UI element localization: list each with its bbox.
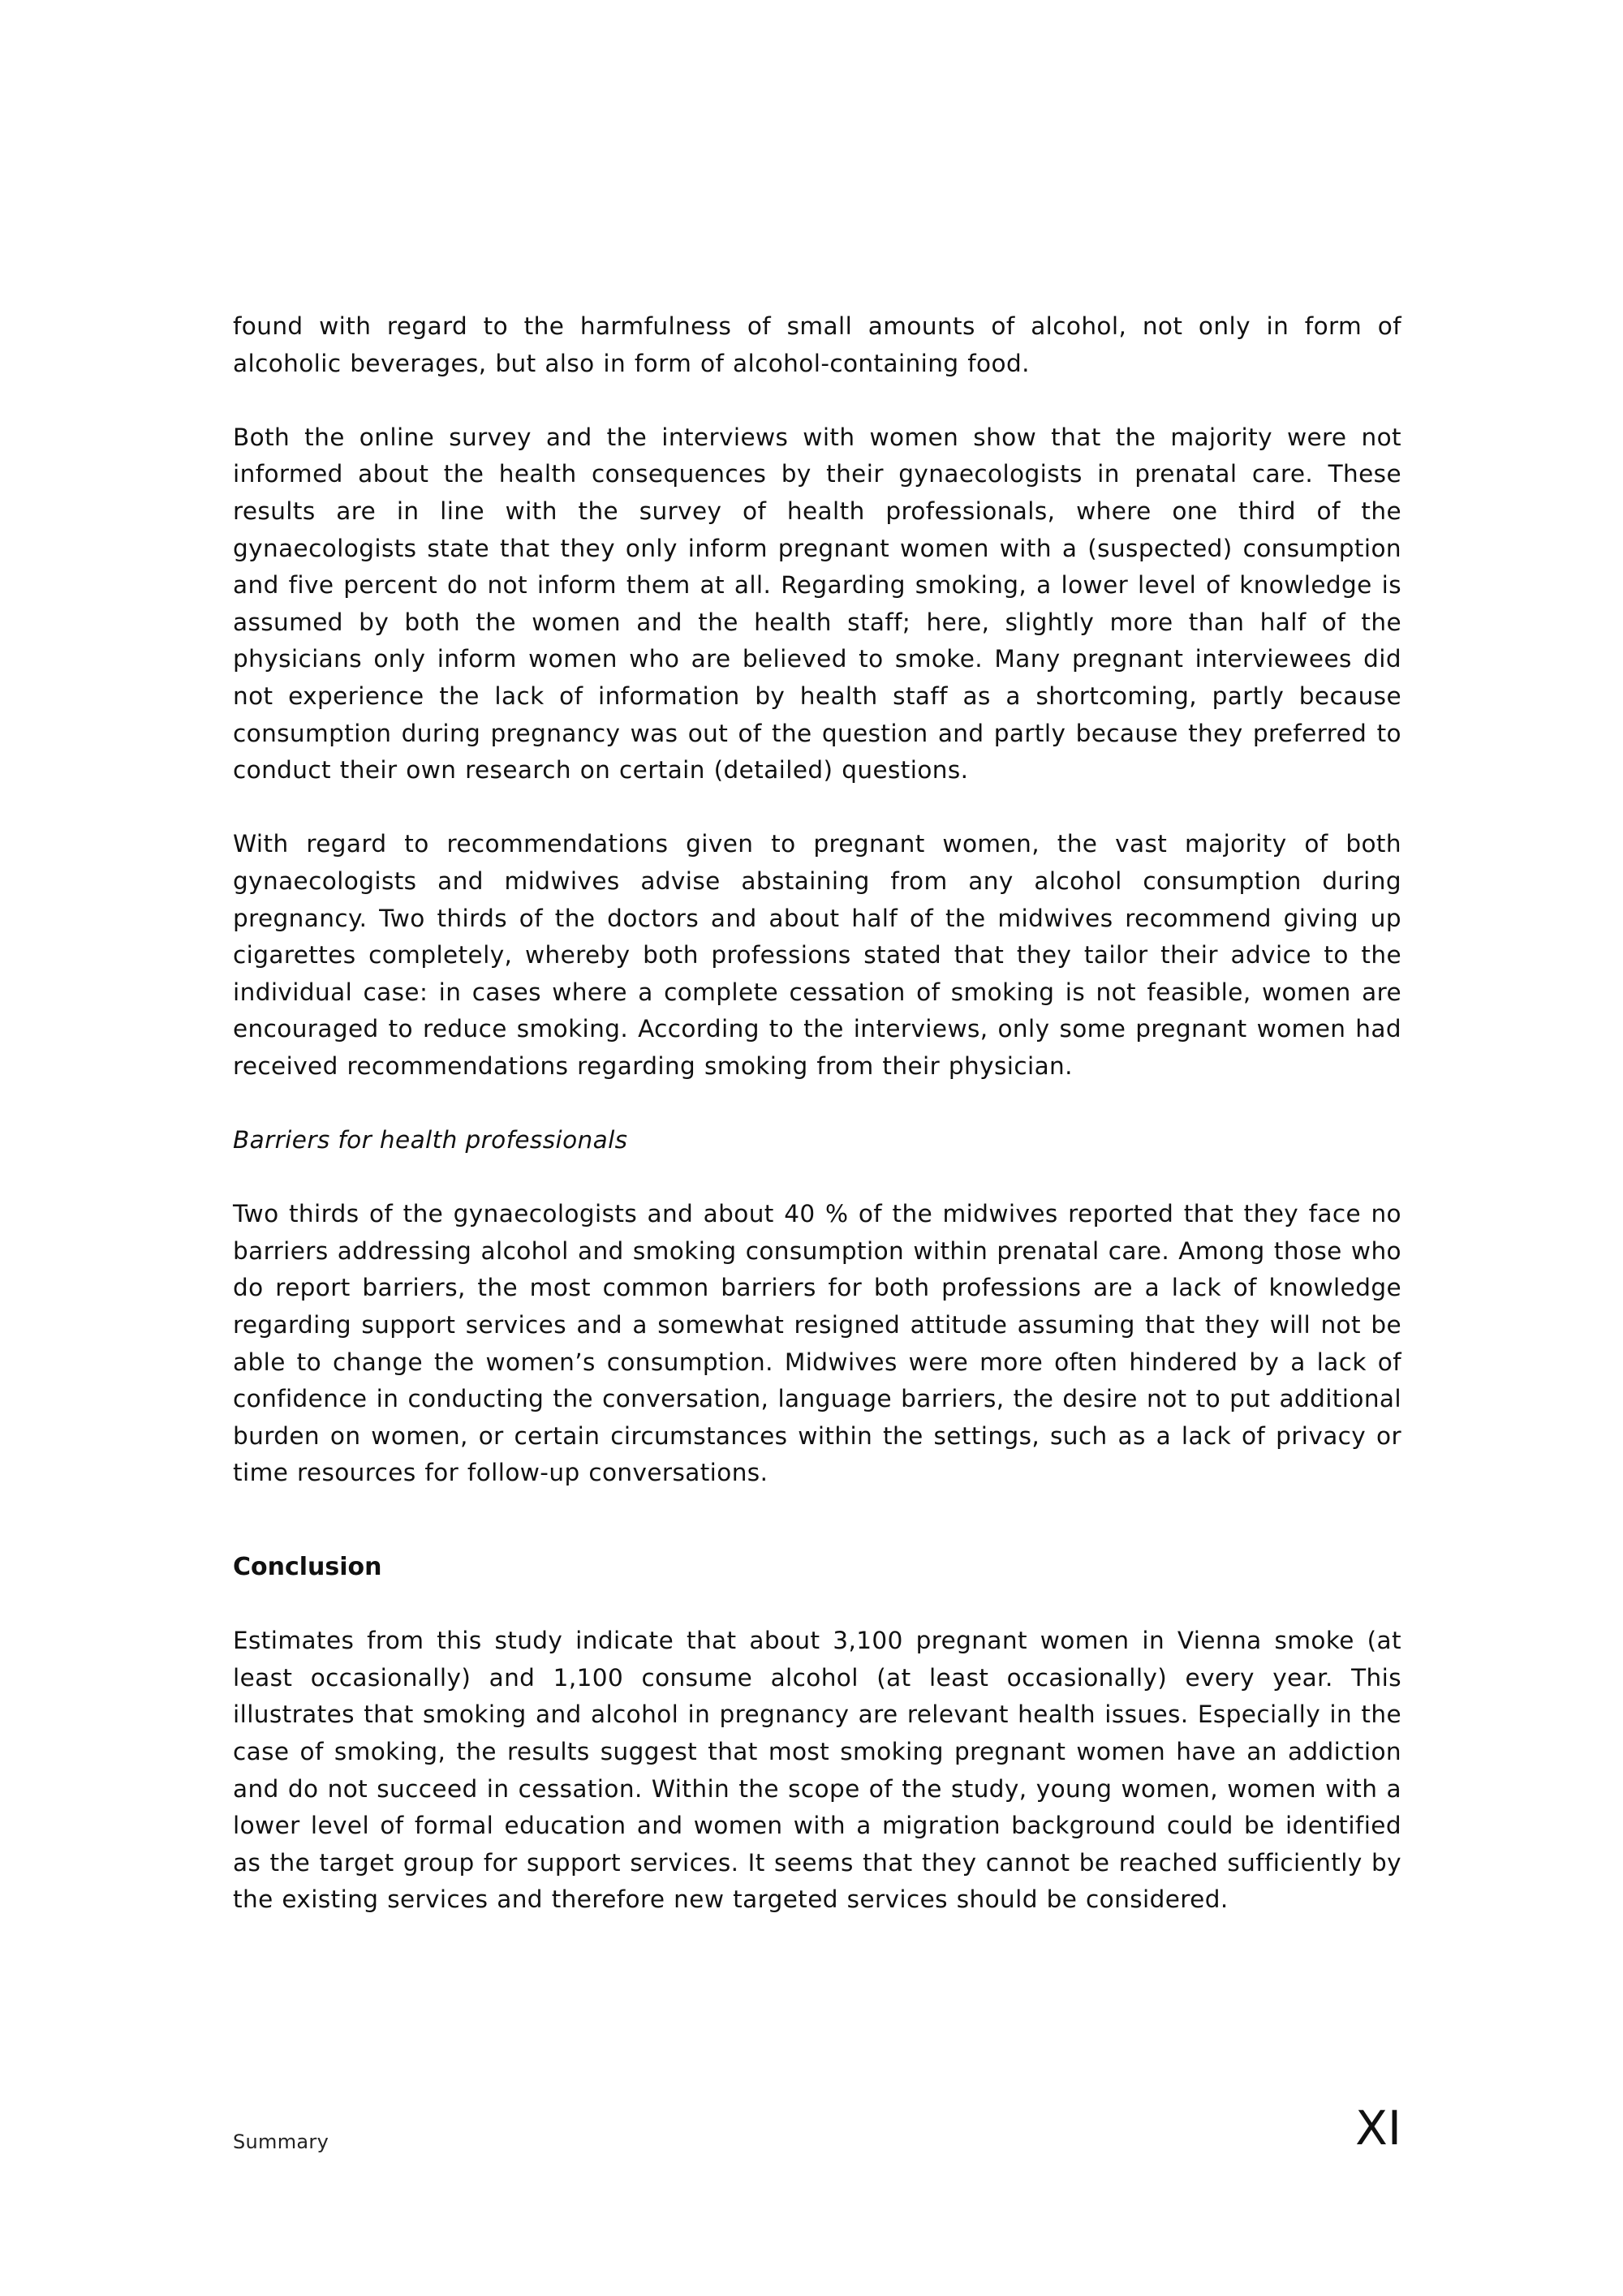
footer-section-label: Summary xyxy=(233,2130,329,2153)
body-paragraph-2: Both the online survey and the interviews with women show that the majority were not informed about the health consequences by their gynaecologists in prenatal care. These results are in line with the survey of health professionals, where one third of the gynaecologists state that they only inform pregnant women with a (suspected) consumption and five percent do not inform them at all. Regarding smoking, a lower level of knowledge is assumed by both the women and the health staff; here, slightly more than half of the physicians only inform women who are believed to smoke. Many pregnant interviewees did not experience the lack of information by health staff as a shortcoming, partly because consumption during pregnancy was out of the question and partly because they preferred to conduct their own research on certain (detailed) questions. xyxy=(233,423,1401,785)
subheading-barriers: Barriers for health professionals xyxy=(233,1126,628,1154)
body-paragraph-3: With regard to recommendations given to pregnant women, the vast majority of both gynaecologists and midwives advise abstaining from any alcohol consumption during pregnancy. Two thirds of the doctors and about half of the midwives recommend giving up cigarettes completely, whereby both professions stated that they tailor their advice to the individual case: in cases where a complete cessation of smoking is not feasible, women are encouraged to reduce smoking. According to the interviews, only some pregnant women had received recommendations regarding smoking from their physician. xyxy=(233,830,1401,1080)
section-heading-conclusion: Conclusion xyxy=(233,1553,382,1581)
body-paragraph-4: Two thirds of the gynaecologists and about 40 % of the midwives reported that they face no barriers addressing alcohol and smoking consumption within prenatal care. Among those who do report barriers, the most common barriers for both professions are a lack of knowledge regarding support services and a somewhat resigned attitude assuming that they will not be able to change the women’s consumption. Midwives were more often hindered by a lack of confidence in conducting the conversation, language barriers, the desire not to put additional burden on women, or certain circumstances within the settings, such as a lack of privacy or time resources for follow-up conversations. xyxy=(233,1200,1401,1487)
body-paragraph-5: Estimates from this study indicate that about 3,100 pregnant women in Vienna smoke (at least occasionally) and 1,100 consume alcohol (at least occasionally) every year. This illustrates that smoking and alcohol in pregnancy are relevant health issues. Especially in the case of smoking, the results suggest that most smoking pregnant women have an addiction and do not succeed in cessation. Within the scope of the study, young women, women with a lower level of formal education and women with a migration background could be identified as the target group for support services. It seems that they cannot be reached sufficiently by the existing services and therefore new targeted services should be considered. xyxy=(233,1627,1401,1914)
body-paragraph-1: found with regard to the harmfulness of small amounts of alcohol, not only in form of alcoholic beverages, but also in form of alcohol-containing food. xyxy=(233,312,1401,377)
main-text xyxy=(233,308,1401,1919)
page-number: XI xyxy=(1355,2100,1401,2156)
